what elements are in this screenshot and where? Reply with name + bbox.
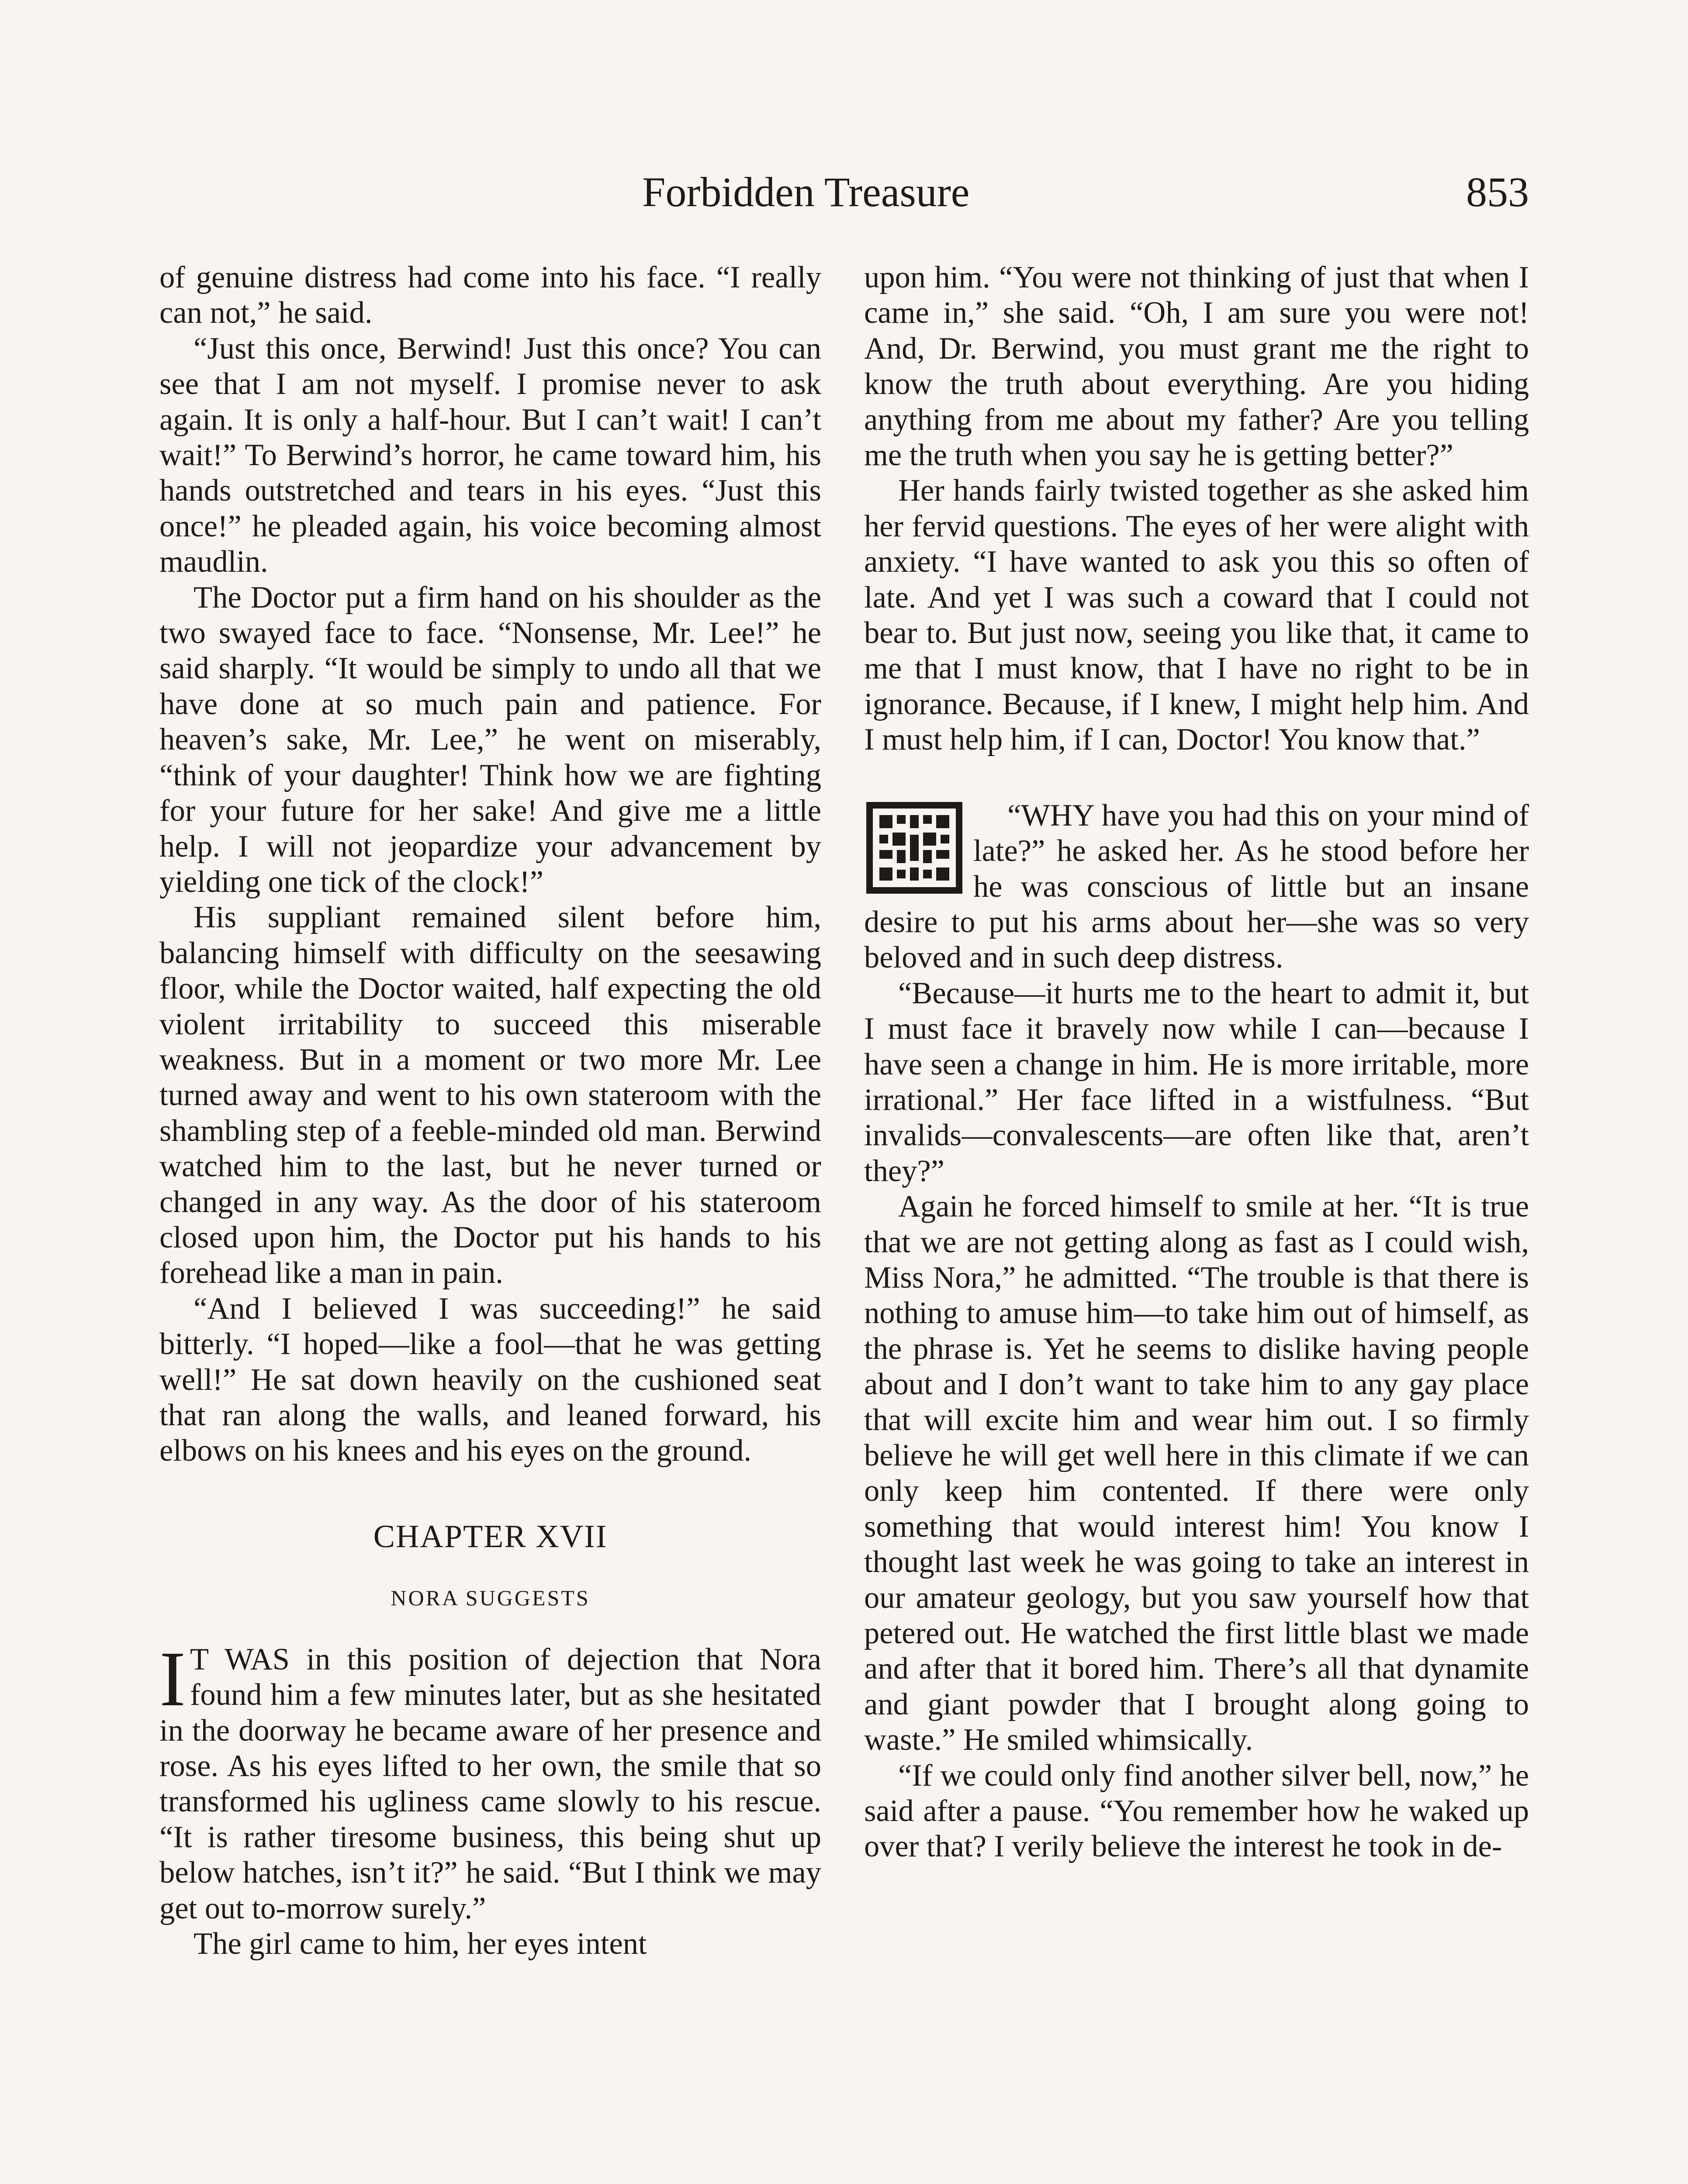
paragraph: The girl came to him, her eyes intent: [194, 1927, 647, 1961]
paragraph: “Because—it hurts me to the heart to admit it, but I must face it bravely now while I can—because I have seen a change in him. He is more irritable, more irrational.” Her face lifted in a wistfulness. “But invalids—convalescents—are often like that, aren’t they?”: [864, 976, 1529, 1188]
section-break-paragraph: [864, 798, 1529, 976]
page-number: 853: [1466, 169, 1529, 215]
paragraph: Her hands fairly twisted together as she asked him her fervid questions. The eyes of her were alight with anxiety. “I have wanted to ask you this so often of late. And yet I was such a coward that I could not bear to. But just now, seeing you like that, it came to me that I must know, that I have no right to be in ignorance. Because, if I knew, I might help him. And I must help him, if I can, Doctor! You know that.”: [864, 473, 1529, 757]
paragraph: “If we could only find another silver bell, now,” he said after a pause. “You remember how he waked up over that? I verily believe the interest he took in de-: [864, 1758, 1529, 1864]
paragraph: “And I believed I was succeeding!” he said bitterly. “I hoped—like a fool—that he was getting well!” He sat down heavily on the cushioned seat that ran along the walls, and leaned forward, his elbows on his knees and his eyes on the ground.: [159, 1291, 821, 1468]
paragraph: “Just this once, Berwind! Just this once? You can see that I am not myself. I promise never to ask again. It is only a half-hour. But I can’t wait! I can’t wait!” To Berwind’s horror, he came toward him, his hands outstretched and tears in his eyes. “Just this once!” he pleaded again, his voice becoming almost maudlin.: [159, 331, 821, 579]
paragraph: His suppliant remained silent before him, balancing himself with difficulty on the seesawing floor, while the Doctor waited, half expecting the old violent irritability to succeed this miserable weakness. But in a moment or two more Mr. Lee turned away and went to his own stateroom with the shambling step of a feeble-minded old man. Berwind watched him to the last, but he never turned or changed in any way. As the door of his stateroom closed upon him, the Doctor put his hands to his forehead like a man in pain.: [159, 900, 821, 1290]
running-title: Forbidden Treasure: [642, 169, 970, 215]
paragraph-text: “WHY have you had this on your mind of late?” he asked her. As he stood before her he was conscious of little but an insane desire to put his arms about her—she was so very beloved and in such deep distress.: [864, 798, 1529, 975]
right-column: [864, 260, 1529, 1865]
ornament-icon: [864, 800, 965, 896]
paragraph: The Doctor put a firm hand on his shoulder as the two swayed face to face. “Nonsense, Mr. Lee!” he said sharply. “It would be simply to undo all that we have done at so much pain and patience. For heaven’s sake, Mr. Lee,” he went on miserably, “think of your daughter! Think how we are fighting for your future for her sake! And give me a little help. I will not jeopardize your advancement by yielding one tick of the clock!”: [159, 580, 821, 899]
paragraph-text: T WAS in this position of dejection that Nora found him a few minutes later, but as she hesitated in the doorway he became aware of her presence and rose. As his eyes lifted to her own, the smile that so transformed his ugliness came slowly to his rescue. “It is rather tiresome business, this being shut up below hatches, isn’t it?” he said. “But I think we may get out to-morrow surely.”: [159, 1642, 821, 1925]
chapter-subtitle: NORA SUGGESTS: [391, 1585, 590, 1610]
drop-cap: I: [159, 1635, 186, 1722]
chapter-title: CHAPTER XVII: [373, 1518, 608, 1555]
paragraph: upon him. “You were not thinking of just that when I came in,” she said. “Oh, I am sure you were not! And, Dr. Berwind, you must grant me the right to know the truth about everything. Are you hiding anything from me about my father? Are you telling me the truth when you say he is getting better?”: [864, 260, 1529, 473]
chapter-opening-paragraph: [159, 1635, 821, 1926]
paragraph: of genuine distress had come into his face. “I really can not,” he said.: [159, 260, 821, 330]
left-column: [159, 260, 821, 1962]
page-header: [157, 162, 1529, 223]
paragraph: Again he forced himself to smile at her. “It is true that we are not getting along as fast as I could wish, Miss Nora,” he admitted. “The trouble is that there is nothing to amuse him—to take him out of himself, as the phrase is. Yet he seems to dislike having people about and I don’t want to take him to any gay place that will excite him and wear him out. I so firmly believe he will get well here in this climate if we can only keep him contented. If there were only something that would interest him! You know I thought last week he was going to take an interest in our amateur geology, but you saw yourself how that petered out. He watched the first little blast we made and after that it bored him. There’s all that dynamite and giant powder that I brought along going to waste.” He smiled whimsically.: [864, 1189, 1529, 1757]
